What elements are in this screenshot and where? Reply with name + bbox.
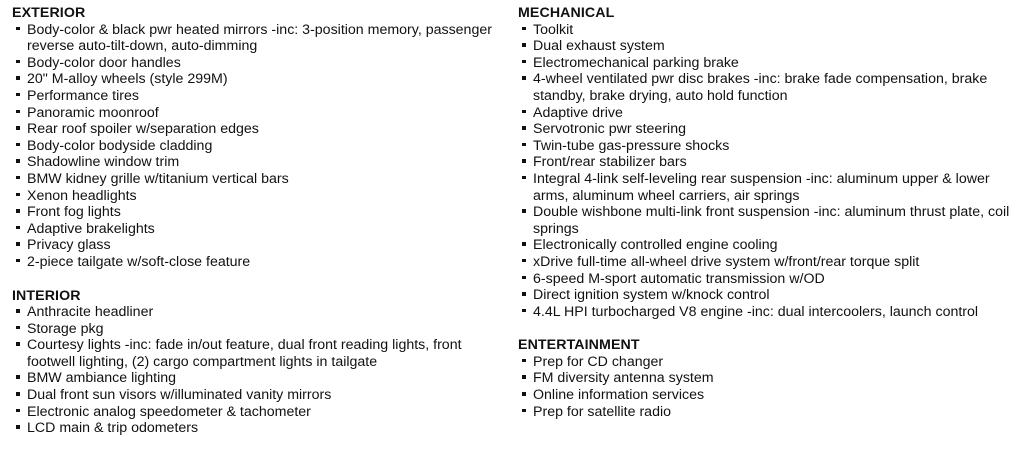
interior-list [12, 304, 507, 437]
list-item [518, 204, 1018, 237]
bullet-icon [522, 392, 526, 396]
list-item [518, 138, 1018, 155]
list-item-text: Electromechanical parking brake [533, 54, 739, 71]
list-item-text: Twin-tube gas-pressure shocks [533, 137, 730, 154]
bullet-icon [16, 126, 20, 130]
bullet-icon [522, 76, 526, 80]
bullet-icon [522, 159, 526, 163]
list-item [518, 404, 1018, 421]
list-item [12, 88, 507, 105]
list-item-text: Courtesy lights -inc: fade in/out feature, dual front reading lights, front footwell lighting, (2) cargo compartment lights in tailgate [27, 337, 462, 370]
list-item [518, 387, 1018, 404]
list-item-text: Front/rear stabilizer bars [533, 154, 687, 171]
list-item [12, 337, 507, 370]
list-item [12, 370, 507, 387]
list-item [518, 38, 1018, 55]
bullet-icon [16, 242, 20, 246]
list-item [12, 188, 507, 205]
list-item [12, 254, 507, 271]
bullet-icon [16, 425, 20, 429]
bullet-icon [16, 76, 20, 80]
list-item-text: BMW kidney grille w/titanium vertical bars [27, 170, 289, 187]
bullet-icon [522, 110, 526, 114]
exterior-list [12, 22, 507, 271]
bullet-icon [522, 143, 526, 147]
bullet-icon [16, 193, 20, 197]
list-item-text: Integral 4-link self-leveling rear suspension -inc: aluminum upper & lower arms, aluminum wheel carriers, air springs [533, 170, 990, 204]
bullet-icon [522, 209, 526, 213]
bullet-icon [522, 375, 526, 379]
bullet-icon [522, 292, 526, 296]
list-item [12, 55, 507, 72]
list-item-text: Prep for CD changer [533, 353, 664, 370]
list-item [518, 171, 1018, 204]
list-item-text: FM diversity antenna system [533, 370, 714, 387]
list-item [518, 304, 1018, 321]
list-item-text: Adaptive drive [533, 104, 623, 121]
list-item-text: Shadowline window trim [27, 154, 180, 171]
list-item-text: Online information services [533, 387, 705, 404]
list-item [518, 254, 1018, 271]
bullet-icon [16, 259, 20, 263]
bullet-icon [522, 176, 526, 180]
bullet-icon [522, 309, 526, 313]
list-item [12, 154, 507, 171]
list-item-text: Servotronic pwr steering [533, 121, 686, 138]
list-item [518, 55, 1018, 72]
list-item-text: Xenon headlights [27, 187, 137, 204]
list-item [518, 121, 1018, 138]
list-item [518, 354, 1018, 371]
entertainment-list [518, 354, 1018, 420]
section-heading: ENTERTAINMENT [518, 337, 640, 354]
list-item-text: Rear roof spoiler w/separation edges [27, 121, 259, 138]
list-item-text: 4-wheel ventilated pwr disc brakes -inc: brake fade compensation, brake standby, brake drying, auto hold function [533, 71, 988, 104]
list-item-text: Dual front sun visors w/illuminated vanity mirrors [27, 387, 332, 404]
list-item [518, 370, 1018, 387]
right-column [518, 5, 1018, 420]
list-item [12, 404, 507, 421]
bullet-icon [16, 93, 20, 97]
list-item-text: Electronic analog speedometer & tachometer [27, 403, 311, 420]
list-item-text: Prep for satellite radio [533, 403, 672, 420]
section-heading: MECHANICAL [518, 5, 615, 21]
bullet-icon [16, 110, 20, 114]
list-item-text: BMW ambiance lighting [27, 370, 177, 387]
section-heading: EXTERIOR [12, 5, 86, 21]
bullet-icon [522, 27, 526, 31]
list-item-text: 20" M-alloy wheels (style 299M) [27, 71, 228, 88]
bullet-icon [16, 375, 20, 379]
section-heading: INTERIOR [12, 287, 81, 304]
list-item [518, 237, 1018, 254]
list-item [12, 237, 507, 254]
list-item [12, 121, 507, 138]
mechanical-list [518, 22, 1018, 321]
list-item [12, 221, 507, 238]
list-item-text: Electronically controlled engine cooling [533, 237, 778, 254]
bullet-icon [16, 143, 20, 147]
list-item [518, 22, 1018, 39]
list-item [518, 154, 1018, 171]
bullet-icon [16, 209, 20, 213]
list-item [12, 105, 507, 122]
list-item-text: Front fog lights [27, 204, 121, 221]
bullet-icon [16, 326, 20, 330]
list-item [12, 71, 507, 88]
bullet-icon [16, 309, 20, 313]
entertainment-section [518, 337, 1018, 420]
list-item-text: Direct ignition system w/knock control [533, 287, 770, 304]
bullet-icon [522, 242, 526, 246]
list-item-text: Anthracite headliner [27, 304, 154, 321]
bullet-icon [16, 409, 20, 413]
list-item [518, 287, 1018, 304]
list-item [518, 271, 1018, 288]
list-item [12, 171, 507, 188]
list-item-text: 4.4L HPI turbocharged V8 engine -inc: dual intercoolers, launch control [533, 303, 979, 320]
bullet-icon [16, 226, 20, 230]
list-item-text: Privacy glass [27, 237, 111, 254]
list-item-text: Adaptive brakelights [27, 220, 155, 237]
list-item-text: Performance tires [27, 87, 139, 104]
bullet-icon [522, 43, 526, 47]
list-item-text: Body-color bodyside cladding [27, 137, 213, 154]
list-item-text: xDrive full-time all-wheel drive system w/front/rear torque split [533, 253, 920, 270]
list-item-text: 2-piece tailgate w/soft-close feature [27, 253, 251, 270]
bullet-icon [16, 342, 20, 346]
bullet-icon [522, 276, 526, 280]
list-item [518, 105, 1018, 122]
list-item [518, 71, 1018, 104]
left-column [12, 5, 507, 437]
bullet-icon [16, 27, 20, 31]
list-item [12, 420, 507, 437]
bullet-icon [522, 359, 526, 363]
list-item-text: Body-color door handles [27, 54, 181, 71]
list-item [12, 304, 507, 321]
interior-section [12, 288, 507, 437]
list-item-text: 6-speed M-sport automatic transmission w/OD [533, 270, 825, 287]
list-item-text: Panoramic moonroof [27, 104, 159, 121]
list-item-text: Dual exhaust system [533, 38, 665, 55]
list-item [12, 138, 507, 155]
list-item-text: Body-color & black pwr heated mirrors -inc: 3-position memory, passenger reverse auto-tilt-down, auto-dimming [27, 21, 492, 55]
mechanical-section [518, 5, 1018, 320]
bullet-icon [522, 60, 526, 64]
list-item [12, 22, 507, 55]
list-item [12, 387, 507, 404]
list-item-text: Toolkit [533, 21, 574, 38]
bullet-icon [16, 392, 20, 396]
bullet-icon [16, 159, 20, 163]
list-item [12, 204, 507, 221]
list-item [12, 321, 507, 338]
bullet-icon [16, 60, 20, 64]
bullet-icon [522, 259, 526, 263]
bullet-icon [16, 176, 20, 180]
list-item-text: Double wishbone multi-link front suspension -inc: aluminum thrust plate, coil springs [533, 204, 1010, 237]
bullet-icon [522, 126, 526, 130]
bullet-icon [522, 409, 526, 413]
list-item-text: LCD main & trip odometers [27, 420, 199, 437]
exterior-section [12, 5, 507, 271]
list-item-text: Storage pkg [27, 320, 104, 337]
